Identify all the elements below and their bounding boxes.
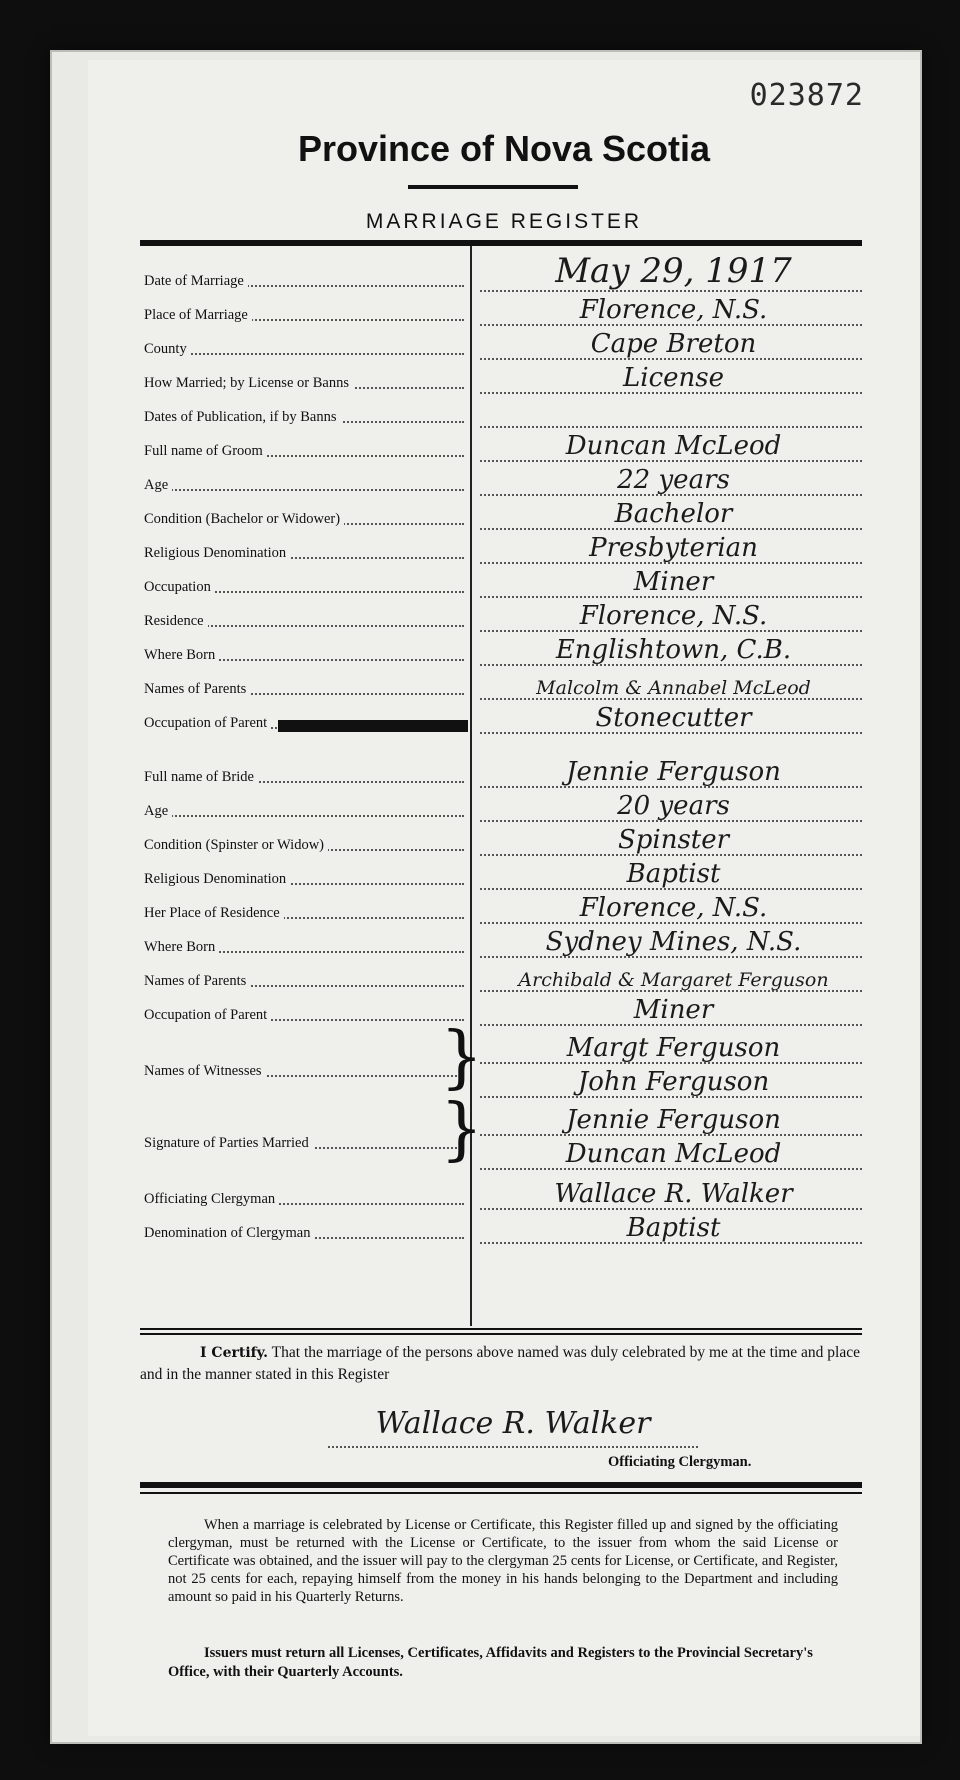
field-label: Where Born bbox=[144, 647, 219, 663]
field-label: Officiating Clergyman bbox=[144, 1191, 279, 1207]
field-value: Sydney Mines, N.S. bbox=[545, 927, 802, 957]
field-label: Age bbox=[144, 477, 172, 493]
field-row bbox=[140, 464, 862, 498]
section-divider-bar bbox=[278, 720, 468, 732]
field-value: Bachelor bbox=[614, 499, 733, 529]
footer-rule bbox=[140, 1482, 862, 1488]
signature-row bbox=[140, 1104, 862, 1138]
field-label: Residence bbox=[144, 613, 208, 629]
field-label: Date of Marriage bbox=[144, 273, 248, 289]
field-label: Denomination of Clergyman bbox=[144, 1225, 314, 1241]
witness-row bbox=[140, 1032, 862, 1066]
field-label: Names of Parents bbox=[144, 681, 250, 697]
field-row bbox=[140, 960, 862, 994]
field-label: Her Place of Residence bbox=[144, 905, 284, 921]
field-row bbox=[140, 532, 862, 566]
certify-lead: I Certify. bbox=[200, 1345, 269, 1361]
field-label: Names of Parents bbox=[144, 973, 250, 989]
field-row bbox=[140, 396, 862, 430]
field-row bbox=[140, 824, 862, 858]
section-rule bbox=[140, 1333, 862, 1335]
field-row bbox=[140, 1212, 862, 1246]
field-value: Miner bbox=[633, 567, 714, 597]
field-value: Duncan McLeod bbox=[565, 431, 782, 461]
field-row bbox=[140, 858, 862, 892]
field-row bbox=[140, 790, 862, 824]
field-label: Condition (Spinster or Widow) bbox=[144, 837, 328, 853]
field-label: Religious Denomination bbox=[144, 545, 290, 561]
field-value: Spinster bbox=[617, 825, 730, 855]
section-rule bbox=[140, 1328, 862, 1330]
signature-brace: } bbox=[440, 1090, 484, 1169]
signature-groom: Duncan McLeod bbox=[565, 1139, 782, 1169]
clergy-role-label: Officiating Clergyman. bbox=[608, 1454, 752, 1470]
field-row bbox=[140, 498, 862, 532]
field-row bbox=[140, 362, 862, 396]
header-rule bbox=[140, 240, 862, 246]
field-label: Occupation of Parent bbox=[144, 715, 271, 731]
field-value: May 29, 1917 bbox=[555, 251, 792, 291]
field-row bbox=[140, 756, 862, 790]
clergy-signature: Wallace R. Walker bbox=[328, 1406, 698, 1448]
footer-rule bbox=[140, 1492, 862, 1494]
field-row bbox=[140, 1178, 862, 1212]
field-row bbox=[140, 994, 862, 1028]
field-value: Baptist bbox=[626, 859, 721, 889]
return-instructions: When a marriage is celebrated by License or Certificate, this Register filled up and signed by the officiating clergyman, must be returned with the License or Certificate, to the issuer from whom the said License or Certificate was obtained, and the issuer will pay to the clergyman 25 cents for License, or Certificate, and Register, not 25 cents for each, repaying himself from the money in his hands belonging to the Department and including amount so paid in his Quarterly Returns. bbox=[168, 1517, 838, 1605]
witness-row bbox=[140, 1063, 862, 1100]
field-value: Florence, N.S. bbox=[579, 295, 768, 325]
field-value: Englishtown, C.B. bbox=[555, 635, 792, 665]
field-label: Age bbox=[144, 803, 172, 819]
field-value: Baptist bbox=[626, 1213, 721, 1243]
certify-body: That the marriage of the persons above named was duly celebrated by me at the time and place and in the manner stated in this Register bbox=[140, 1344, 861, 1383]
field-value: Wallace R. Walker bbox=[554, 1179, 793, 1209]
field-label: Occupation of Parent bbox=[144, 1007, 271, 1023]
field-value: Miner bbox=[633, 995, 714, 1025]
serial-number: 023872 bbox=[749, 78, 864, 113]
witness-brace: } bbox=[440, 1018, 484, 1097]
field-row bbox=[140, 294, 862, 328]
field-label: Where Born bbox=[144, 939, 219, 955]
field-value: License bbox=[622, 363, 724, 393]
field-label: How Married; by License or Banns bbox=[144, 375, 353, 391]
field-row bbox=[140, 430, 862, 464]
field-value: Presbyterian bbox=[589, 533, 758, 563]
field-row bbox=[140, 566, 862, 600]
witness-2: John Ferguson bbox=[577, 1067, 770, 1097]
field-label: Religious Denomination bbox=[144, 871, 290, 887]
page-title: Province of Nova Scotia bbox=[297, 128, 711, 169]
field-row bbox=[140, 668, 862, 702]
field-value: 22 years bbox=[617, 465, 730, 495]
field-value: 20 years bbox=[617, 791, 730, 821]
field-label: Names of Witnesses bbox=[144, 1063, 266, 1079]
field-label: Full name of Groom bbox=[144, 443, 267, 459]
title-rule bbox=[408, 185, 578, 189]
field-label: Place of Marriage bbox=[144, 307, 252, 323]
certification-text bbox=[140, 1342, 862, 1386]
field-row bbox=[140, 702, 862, 736]
field-row bbox=[140, 251, 862, 294]
field-label: Dates of Publication, if by Banns bbox=[144, 409, 341, 425]
field-label: Signature of Parties Married bbox=[144, 1135, 313, 1151]
page-subtitle: MARRIAGE REGISTER bbox=[365, 210, 643, 233]
register-page bbox=[52, 52, 920, 1742]
witness-1: Margt Ferguson bbox=[566, 1033, 781, 1063]
field-value: Florence, N.S. bbox=[579, 893, 768, 923]
issuer-instructions: Issuers must return all Licenses, Certificates, Affidavits and Registers to the Provincial Secretary's Office, with their Quarterly Accounts. bbox=[168, 1645, 813, 1680]
field-row bbox=[140, 328, 862, 362]
field-row bbox=[140, 892, 862, 926]
field-value: Malcolm & Annabel McLeod bbox=[536, 677, 811, 699]
field-label: County bbox=[144, 341, 191, 357]
register-form bbox=[88, 60, 920, 1736]
field-row bbox=[140, 926, 862, 960]
field-label: Occupation bbox=[144, 579, 215, 595]
field-value: Cape Breton bbox=[590, 329, 757, 359]
field-label: Condition (Bachelor or Widower) bbox=[144, 511, 344, 527]
field-value: Archibald & Margaret Ferguson bbox=[518, 969, 829, 991]
signature-row bbox=[140, 1135, 862, 1172]
signature-bride: Jennie Ferguson bbox=[566, 1105, 781, 1135]
field-value: Jennie Ferguson bbox=[566, 757, 781, 787]
field-value: Stonecutter bbox=[595, 703, 752, 733]
field-row bbox=[140, 634, 862, 668]
field-label: Full name of Bride bbox=[144, 769, 258, 785]
field-row bbox=[140, 600, 862, 634]
field-value: Florence, N.S. bbox=[579, 601, 768, 631]
